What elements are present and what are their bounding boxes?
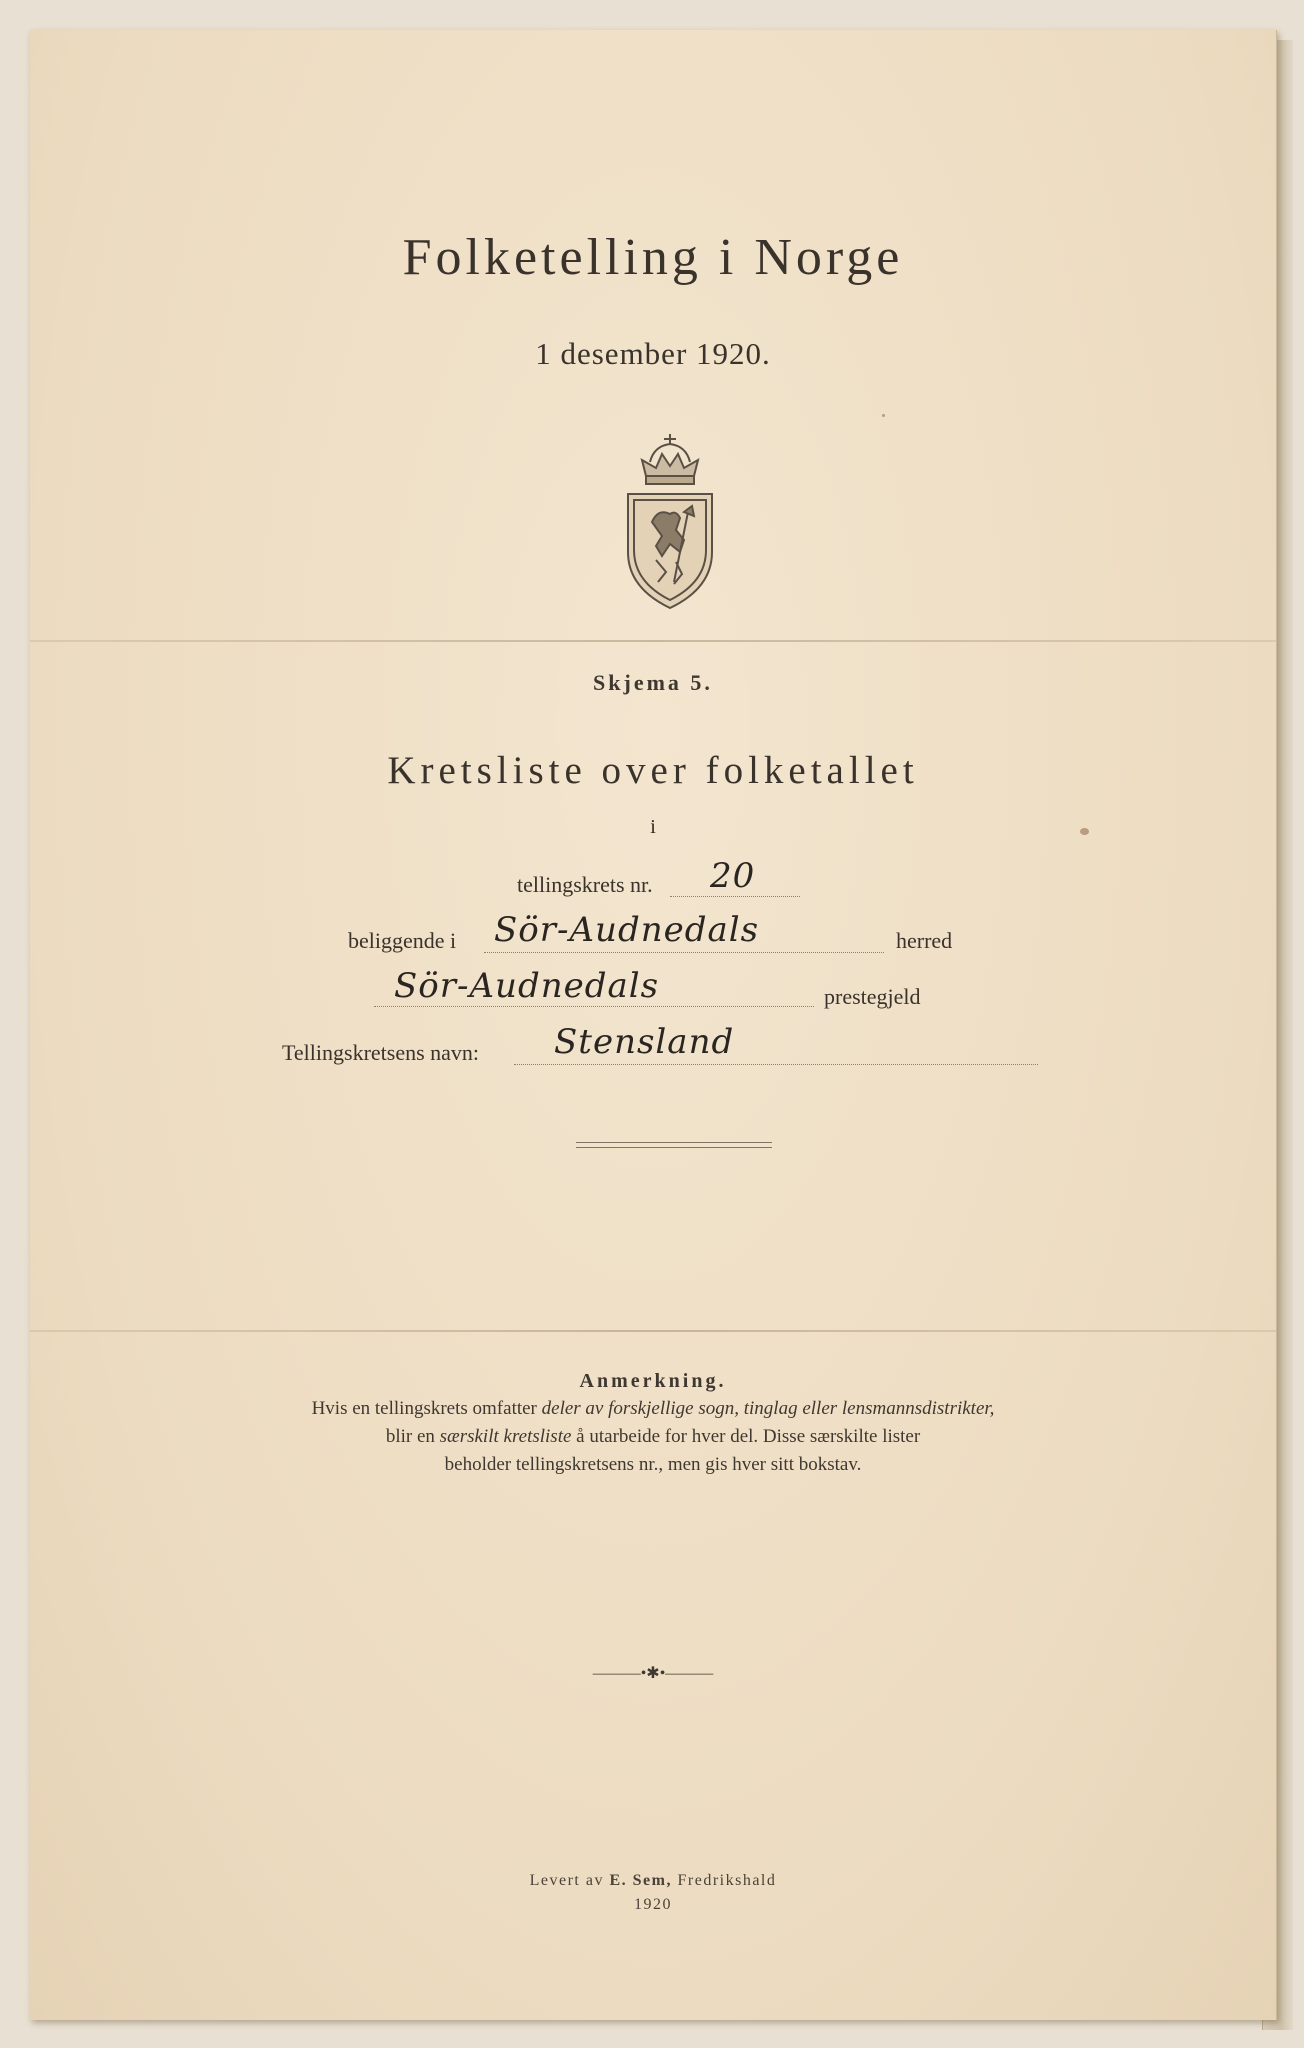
document-title: Folketelling i Norge bbox=[402, 229, 904, 286]
municipality-value: Sör-Audnedals bbox=[494, 910, 760, 950]
fold-line bbox=[30, 1330, 1276, 1332]
divider-rule bbox=[576, 1142, 772, 1143]
located-label: beliggende i bbox=[348, 928, 457, 953]
district-number-value: 20 bbox=[710, 856, 756, 896]
print-year: 1920 bbox=[634, 1896, 672, 1913]
district-number-label: tellingskrets nr. bbox=[517, 872, 653, 897]
dotted-line bbox=[670, 896, 800, 897]
dotted-line bbox=[374, 1006, 814, 1007]
heading-connector: i bbox=[650, 816, 656, 838]
printer-credit: Levert av E. Sem, Fredrikshald bbox=[529, 1872, 777, 1889]
district-name-value: Stensland bbox=[554, 1022, 735, 1062]
note-line-1: Hvis en tellingskrets omfatter deler av forskjellige sogn, tinglag eller lensmannsdistrikter, bbox=[311, 1398, 995, 1419]
ink-spot bbox=[882, 414, 885, 417]
municipality-suffix: herred bbox=[896, 928, 953, 953]
note-line-2: blir en særskilt kretsliste å utarbeide for hver del. Disse særskilte lister bbox=[385, 1426, 921, 1447]
divider-rule bbox=[576, 1147, 772, 1148]
schema-number: Skjema 5. bbox=[593, 670, 713, 695]
census-form-page bbox=[30, 30, 1277, 2020]
note-line-3: beholder tellingskretsens nr., men gis hver sitt bokstav. bbox=[444, 1454, 862, 1475]
dotted-line bbox=[514, 1064, 1038, 1065]
norwegian-coat-of-arms-icon bbox=[622, 432, 718, 612]
dotted-line bbox=[484, 952, 884, 953]
district-name-label: Tellingskretsens navn: bbox=[282, 1040, 480, 1065]
fold-line bbox=[30, 640, 1276, 642]
ink-spot bbox=[1080, 828, 1089, 835]
parish-value: Sör-Audnedals bbox=[394, 966, 660, 1006]
document-date: 1 desember 1920. bbox=[535, 336, 771, 371]
parish-suffix: prestegjeld bbox=[824, 984, 921, 1009]
ornament-divider: ———•✱•——— bbox=[592, 1665, 714, 1682]
form-heading: Kretsliste over folketallet bbox=[387, 749, 919, 792]
note-title: Anmerkning. bbox=[579, 1370, 727, 1392]
